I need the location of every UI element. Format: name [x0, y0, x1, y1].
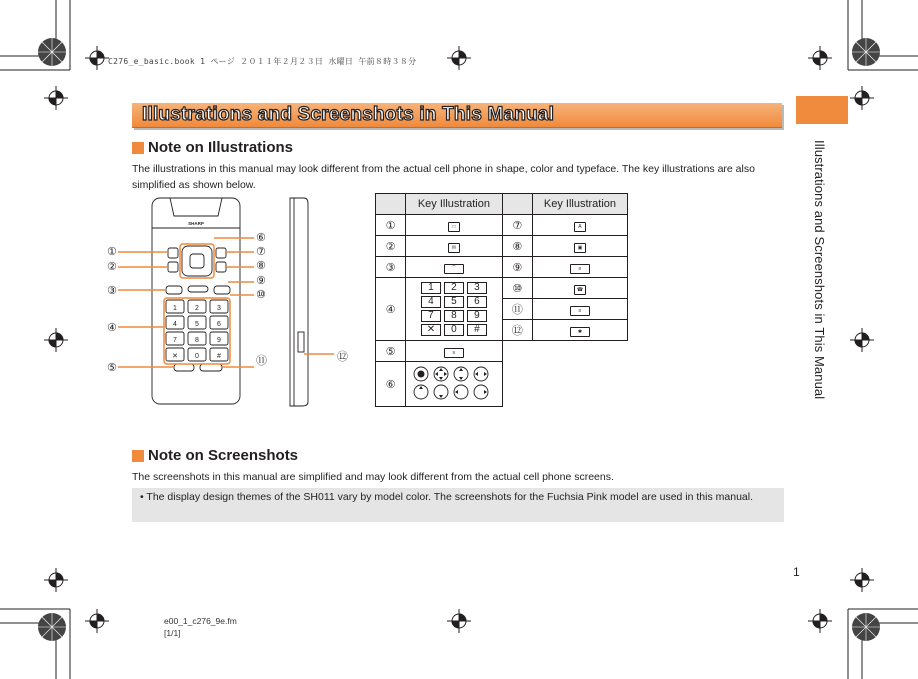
multi-key-icon: ▣ — [574, 243, 586, 253]
number-key: 1 — [421, 282, 441, 294]
print-header-line: C276_e_basic.book 1 ページ ２０１１年２月２３日 水曜日 午前８時３８分 — [108, 57, 417, 66]
number-key: # — [467, 324, 487, 336]
phone-key-7: 7 — [173, 337, 177, 344]
table-row-number: ⑩ — [502, 278, 532, 299]
table-corner — [376, 194, 406, 215]
phone-key-6: 6 — [217, 321, 221, 328]
phone-key-2: 2 — [195, 305, 199, 312]
callout-5: ⑤ — [107, 362, 117, 375]
table-row-number: ⑦ — [502, 215, 532, 236]
screenshots-heading — [132, 447, 298, 464]
callout-12: ⑫ — [337, 351, 348, 363]
number-key: 5 — [444, 296, 464, 308]
table-row-number: ⑨ — [502, 257, 532, 278]
navigation-keys-icon — [411, 364, 497, 402]
section-title: Illustrations and Screenshots in This Manual — [142, 104, 555, 125]
table-row-number: ⑪ — [502, 299, 532, 320]
table-row-number: ④ — [376, 278, 406, 341]
direct-key-icon: ≡ — [570, 306, 590, 316]
phone-key-4: 4 — [173, 321, 177, 328]
callout-6: ⑥ — [256, 232, 266, 244]
note-bullet: • The display design themes of the SH011 vary by model color. The screenshots for the Fuchsia Pink model are used in this manual. — [140, 491, 753, 503]
phone-key-1: 1 — [173, 305, 177, 312]
phonebook-key-icon: □ — [448, 222, 460, 232]
table-row-number: ② — [376, 236, 406, 257]
phone-brand: SHARP — [188, 221, 204, 226]
mail-key-icon: ✉ — [448, 243, 460, 253]
number-key: 8 — [444, 310, 464, 322]
heading-square-icon — [132, 142, 144, 154]
table-row-number: ⑤ — [376, 341, 406, 362]
screenshots-heading-text: Note on Screenshots — [148, 447, 299, 464]
callout-1: ① — [107, 246, 117, 258]
footer-file: e00_1_c276_9e.fm — [164, 616, 237, 626]
number-key: 0 — [444, 324, 464, 336]
page-number: 1 — [793, 565, 800, 579]
phone-key-3: 3 — [217, 305, 221, 312]
illustrations-heading — [132, 139, 293, 156]
callout-11: ⑪ — [256, 355, 267, 368]
send-key-icon: ⌒ — [444, 264, 464, 274]
number-key: 9 — [467, 310, 487, 322]
phone-key-9: 9 — [217, 337, 221, 344]
number-key: 6 — [467, 296, 487, 308]
screenshots-paragraph: The screenshots in this manual are simplified and may look different from the actual cell phone screens. — [132, 471, 614, 483]
number-key: 2 — [444, 282, 464, 294]
heading-square-icon — [132, 450, 144, 462]
callout-10: ⑩ — [256, 288, 266, 301]
number-key: 4 — [421, 296, 441, 308]
table-header-right: Key Illustration — [532, 194, 627, 215]
callout-9: ⑨ — [256, 274, 266, 287]
table-row-number: ⑥ — [376, 362, 406, 407]
number-keys-icon — [406, 282, 502, 336]
phone-key-0: 0 — [195, 353, 199, 360]
app-key-icon: A — [574, 222, 586, 232]
callout-2: ② — [107, 261, 117, 274]
side-index-tab — [796, 96, 848, 124]
key-illustration-table — [375, 193, 628, 407]
table-row-number: ⑫ — [502, 320, 532, 341]
print-footer — [164, 615, 237, 639]
illustrations-heading-text: Note on Illustrations — [148, 139, 294, 156]
quick-key-icon: ≡ — [444, 348, 464, 358]
table-header-left: Key Illustration — [406, 194, 503, 215]
number-key: 7 — [421, 310, 441, 322]
manner-key-icon: ✱ — [570, 327, 590, 337]
right-callouts — [256, 231, 267, 368]
clear-memo-key-icon: ≡ — [570, 264, 590, 274]
callout-3: ③ — [107, 284, 117, 297]
callout-7: ⑦ — [256, 246, 266, 259]
callout-8: ⑧ — [256, 260, 266, 273]
phone-key-star: ✕ — [172, 353, 178, 360]
number-key: 3 — [467, 282, 487, 294]
table-row-number: ① — [376, 215, 406, 236]
phone-key-5: 5 — [195, 321, 199, 328]
front-callouts — [107, 245, 117, 376]
footer-pages: [1/1] — [164, 628, 181, 638]
phone-key-8: 8 — [195, 337, 199, 344]
phone-illustration — [118, 192, 368, 412]
illustrations-paragraph: The illustrations in this manual may look different from the actual cell phone in shape, color and typeface. The key illustrations are also simplified as shown below. — [132, 163, 755, 191]
table-corner-2 — [502, 194, 532, 215]
phone-key-hash: # — [217, 353, 221, 360]
table-row-number: ⑧ — [502, 236, 532, 257]
side-index-label: Illustrations and Screenshots in This Manual — [812, 140, 827, 400]
number-key: ✕ — [421, 324, 441, 336]
callout-4: ④ — [107, 321, 117, 334]
end-key-icon: ☎ — [574, 285, 586, 295]
table-row-number: ③ — [376, 257, 406, 278]
